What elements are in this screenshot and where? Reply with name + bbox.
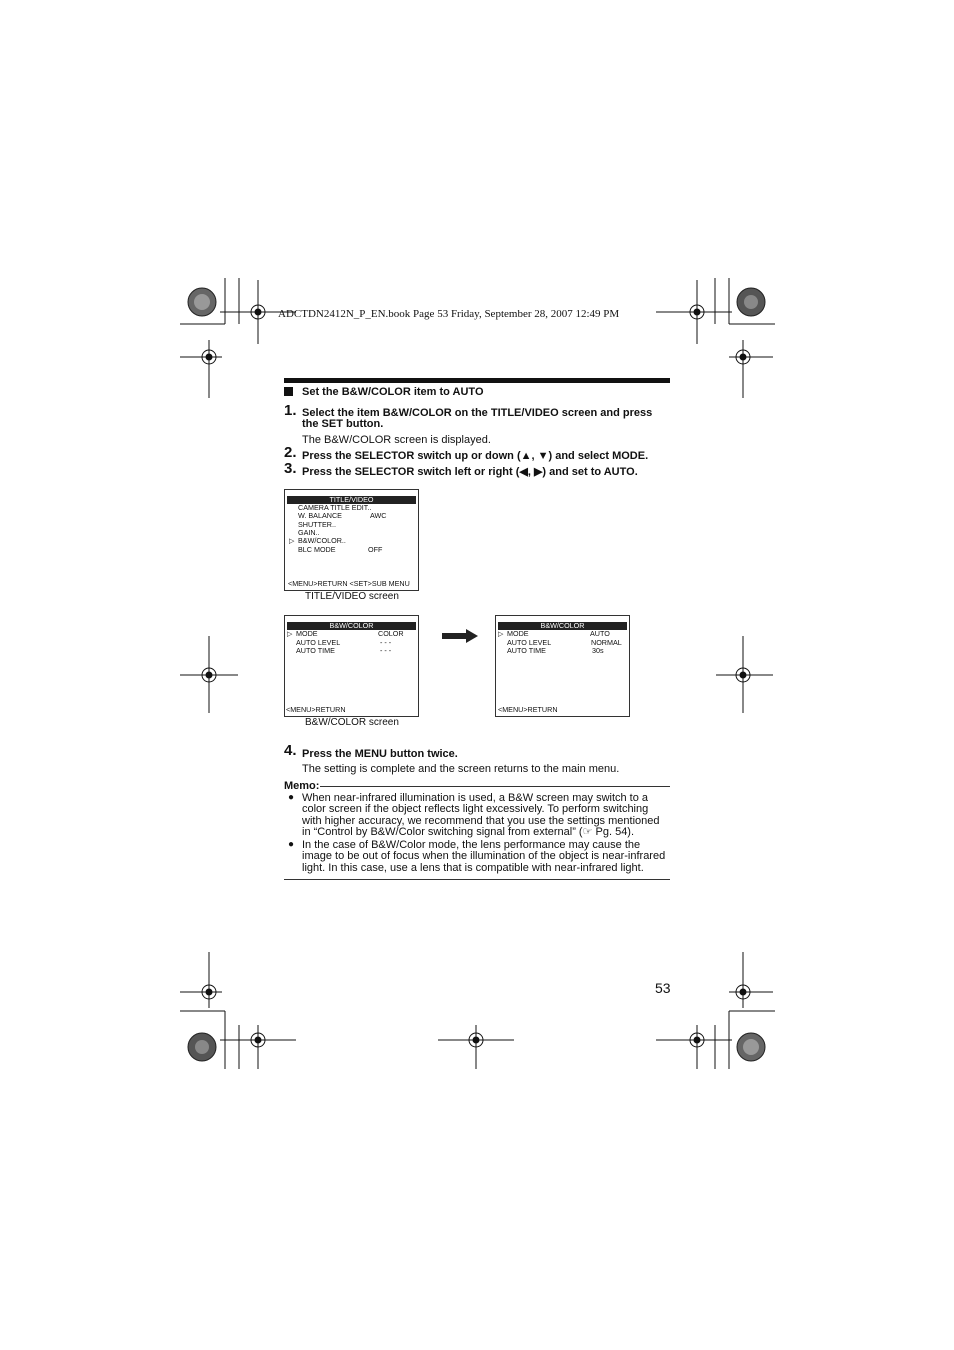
screen-footer: <MENU>RETURN <SET>SUB MENU bbox=[288, 578, 410, 588]
arrow-right-icon bbox=[442, 628, 478, 644]
page-header: ADCTDN2412N_P_EN.book Page 53 Friday, September 28, 2007 12:49 PM bbox=[278, 308, 620, 320]
menu-value: AWC bbox=[370, 511, 387, 520]
menu-row: B&W/COLOR.. bbox=[298, 536, 346, 545]
step-note: The B&W/COLOR screen is displayed. bbox=[302, 434, 491, 446]
color-bar-circle-icon bbox=[188, 288, 765, 1061]
step-number: 1. bbox=[284, 402, 297, 419]
menu-row: AUTO LEVEL bbox=[507, 638, 552, 647]
page-number: 53 bbox=[655, 980, 671, 996]
screen-footer: <MENU>RETURN bbox=[498, 704, 558, 714]
memo-rule-top bbox=[320, 786, 670, 787]
menu-value: AUTO bbox=[590, 629, 610, 638]
menu-value: NORMAL bbox=[591, 638, 622, 647]
section-title: Set the B&W/COLOR item to AUTO bbox=[284, 386, 484, 398]
menu-value: - - - bbox=[380, 646, 392, 655]
title-video-screen bbox=[284, 489, 419, 591]
step-number: 2. bbox=[284, 444, 297, 461]
menu-row: AUTO TIME bbox=[507, 646, 546, 655]
step-text: Select the item B&W/COLOR on the TITLE/VIDEO screen and press the SET button. bbox=[302, 407, 653, 430]
menu-value: COLOR bbox=[378, 629, 404, 638]
menu-value: - - - bbox=[380, 638, 392, 647]
screen-caption: B&W/COLOR screen bbox=[305, 717, 399, 728]
menu-row: AUTO TIME bbox=[296, 646, 335, 655]
screen-title: B&W/COLOR bbox=[287, 622, 416, 630]
step-note: The setting is complete and the screen returns to the main menu. bbox=[302, 763, 620, 775]
bw-color-screen-after bbox=[495, 615, 630, 717]
menu-row: SHUTTER.. bbox=[298, 520, 336, 529]
menu-row: W. BALANCE bbox=[298, 511, 342, 520]
menu-row: MODE bbox=[507, 629, 529, 638]
menu-row: GAIN.. bbox=[298, 528, 320, 537]
memo-bullet: When near-infrared illumination is used, a B&W screen may switch to a color screen if the object reflects light excessively. To perform switching with higher accuracy, we recommend that you use the settings mentioned in “Control by B&W/Color switching signal from external” (☞ Pg. 54). bbox=[302, 792, 660, 838]
menu-value: 30s bbox=[592, 646, 604, 655]
bw-color-screen-before bbox=[284, 615, 419, 717]
screen-footer: <MENU>RETURN bbox=[286, 704, 346, 714]
menu-row: AUTO LEVEL bbox=[296, 638, 341, 647]
memo-label: Memo: bbox=[284, 780, 320, 792]
section-rule bbox=[284, 378, 670, 383]
screen-title: B&W/COLOR bbox=[498, 622, 627, 630]
menu-row: CAMERA TITLE EDIT.. bbox=[298, 503, 372, 512]
bullet-icon: ● bbox=[288, 792, 295, 803]
cursor-icon: ▷ bbox=[289, 536, 295, 545]
cursor-icon: ▷ bbox=[498, 629, 504, 638]
menu-value: OFF bbox=[368, 545, 383, 554]
menu-row: BLC MODE bbox=[298, 545, 336, 554]
step-text: Press the SELECTOR switch up or down (▲, ▼) and select MODE. bbox=[302, 450, 649, 462]
screen-caption: TITLE/VIDEO screen bbox=[305, 591, 399, 602]
square-bullet-icon bbox=[284, 387, 293, 396]
bullet-icon: ● bbox=[288, 839, 295, 850]
memo-bullet: In the case of B&W/Color mode, the lens performance may cause the image to be out of focus when the illumination of the object is near-infrared light. In this case, use a lens that is compatible with near-infrared light. bbox=[302, 839, 666, 874]
memo-rule-bottom bbox=[284, 879, 670, 880]
step-number: 3. bbox=[284, 460, 297, 477]
step-number: 4. bbox=[284, 742, 297, 759]
screen-title: TITLE/VIDEO bbox=[287, 496, 416, 504]
step-text: Press the MENU button twice. bbox=[302, 748, 458, 760]
menu-row: MODE bbox=[296, 629, 318, 638]
cursor-icon: ▷ bbox=[287, 629, 293, 638]
registration-mark-icon bbox=[180, 280, 773, 1069]
step-text: Press the SELECTOR switch left or right (◀, ▶) and set to AUTO. bbox=[302, 466, 638, 478]
